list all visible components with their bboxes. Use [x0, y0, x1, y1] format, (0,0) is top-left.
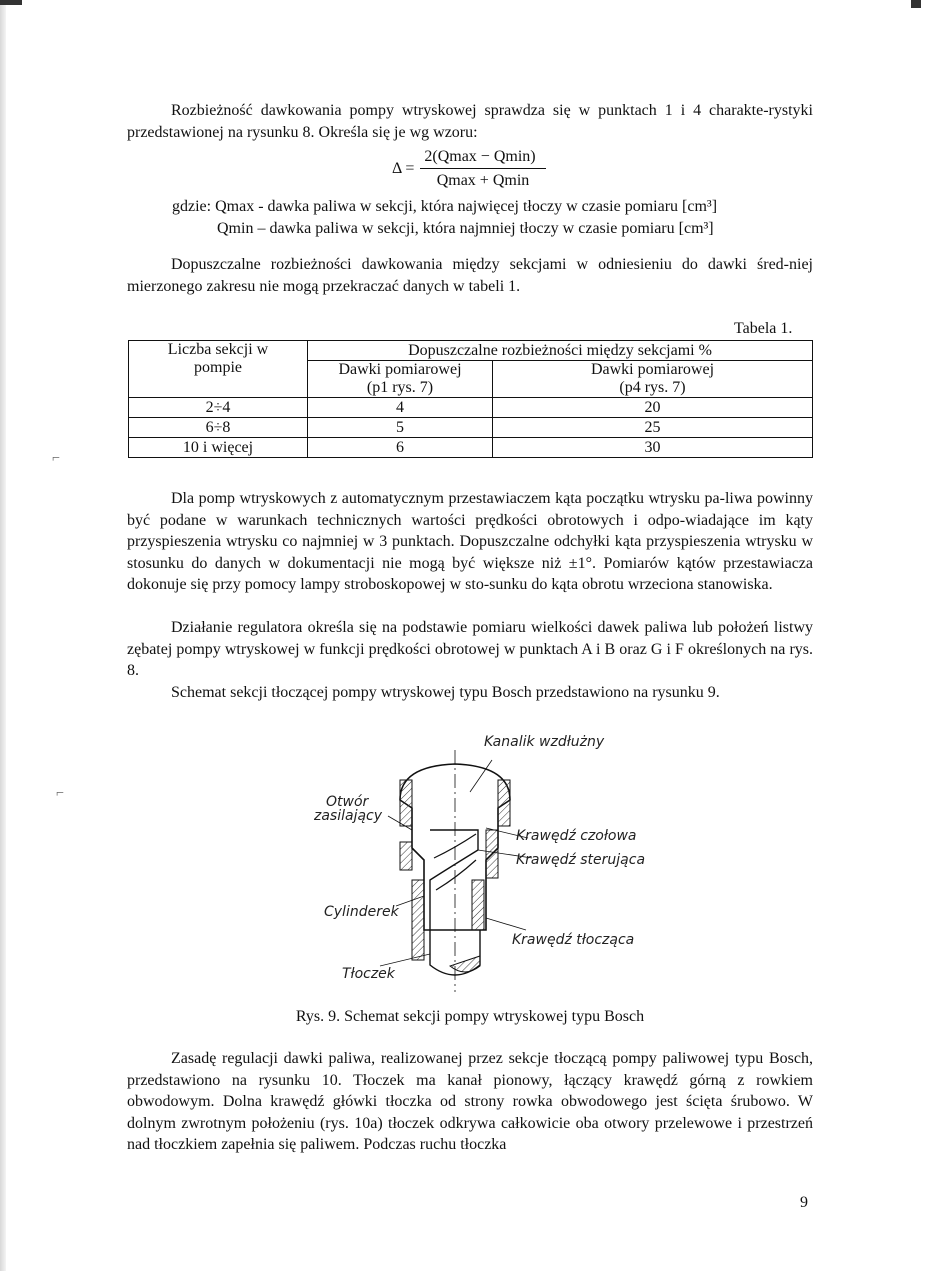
col-p1-header: Dawki pomiarowej (p1 rys. 7): [308, 361, 493, 398]
formula-denominator: Qmax + Qmin: [436, 172, 530, 189]
barrel-wall-left: [400, 780, 412, 826]
col-p4-header: Dawki pomiarowej (p4 rys. 7): [493, 361, 813, 398]
leader-tloczaca: [486, 918, 526, 930]
sleeve-left: [412, 880, 424, 960]
label-kanalik: Kanalik wzdłużny: [484, 734, 605, 750]
bosch-section-figure: [300, 730, 660, 1000]
barrel-wall-left-lower: [400, 842, 412, 870]
label-tloczek: Tłoczek: [342, 966, 395, 982]
definition-qmin: Qmin – dawka paliwa w sekcji, która najmniej tłoczy w czasie pomiaru [cm³]: [217, 219, 714, 237]
helix-edge-lower: [436, 860, 476, 890]
sleeve-right: [472, 880, 484, 930]
group-header: Dopuszczalne rozbieżności między sekcjami %: [308, 341, 813, 361]
formula-numerator: 2(Qmax − Qmin): [424, 148, 536, 165]
scan-corner-mark-right: [911, 0, 921, 8]
tolerance-table: [128, 340, 813, 458]
leader-kanalik: [470, 760, 492, 792]
barrel-wall-right-lower: [486, 830, 498, 878]
scan-edge: [0, 0, 6, 1271]
label-krawedz-tloczaca: Krawędź tłocząca: [512, 932, 635, 948]
plunger-foot: [450, 956, 480, 972]
table-row: 10 i więcej 6 30: [129, 438, 813, 458]
table-row: 6÷8 5 25: [129, 418, 813, 438]
regulation-paragraph: Zasadę regulacji dawki paliwa, realizowanej przez sekcje tłoczącą pompy paliwowej typu Bosch, przedstawiono na rysunku 10. Tłoczek ma kanał pionowy, łączący krawędź górną z rowkiem obwodowym. Dolna krawędź główki tłoczka od strony rowka obwodowego jest ścięta śrubowo. W dolnym zwrotnym położeniu (rys. 10a) tłoczek odkrywa całkowicie oba otwory przelewowe i przestrzeń nad tłoczkiem zapełnia się paliwem. Podczas ruchu tłoczka: [127, 1050, 813, 1153]
barrel-wall-right: [498, 780, 510, 826]
label-krawedz-czolowa: Krawędź czołowa: [516, 828, 637, 844]
figure-caption: Rys. 9. Schemat sekcji pompy wtryskowej typu Bosch: [295, 1008, 645, 1025]
label-zasilajacy: zasilający: [314, 808, 383, 824]
definition-qmax: gdzie: Qmax - dawka paliwa w sekcji, która najwięcej tłoczy w czasie pomiaru [cm³]: [172, 198, 718, 215]
injection-angle-paragraph: Dla pomp wtryskowych z automatycznym przestawiaczem kąta początku wtrysku pa-liwa powinny być podane w warunkach technicznych wartości prędkości obrotowych i odpo-wiadające im kąty przyspieszenia wtrysku co najmniej w 3 punktach. Dopuszczalne odchyłki kąta przyspieszenia wtrysku w stosunku do danych w dokumentacji nie mogą być większe niż ±1°. Pomiarów kątów przestawiacza dokonuje się przy pomocy lampy stroboskopowej w sto-sunku do kąta obrotu wrzeciona stanowiska.: [127, 490, 813, 593]
page-number: 9: [800, 1194, 808, 1211]
margin-mark: ⌐: [56, 786, 64, 801]
label-krawedz-sterujaca: Krawędź sterująca: [516, 852, 646, 868]
divergence-formula: [392, 146, 562, 192]
label-otwor: Otwór: [326, 794, 369, 810]
tolerance-paragraph: Dopuszczalne rozbieżności dawkowania między sekcjami w odniesieniu do dawki śred-niej mierzonego zakresu nie mogą przekraczać danych w tabeli 1.: [127, 256, 813, 295]
col-sections-header: Liczba sekcji w pompie: [129, 341, 308, 398]
fraction-line: [420, 168, 546, 169]
regulator-paragraph: Działanie regulatora określa się na podstawie pomiaru wielkości dawek paliwa lub położeń listwy zębatej pompy wtryskowej w funkcji prędkości obrotowej w punktach A i B oraz G i F określonych na rys. 8.: [127, 619, 813, 679]
table-caption: Tabela 1.: [734, 320, 793, 337]
formula-lhs: Δ =: [392, 160, 415, 177]
label-cylinderek: Cylinderek: [324, 904, 399, 920]
scan-corner-mark: [0, 0, 22, 5]
table-row: 2÷4 4 20: [129, 398, 813, 418]
margin-mark: ⌐: [52, 451, 60, 466]
schema-paragraph: Schemat sekcji tłoczącej pompy wtryskowej typu Bosch przedstawiono na rysunku 9.: [171, 684, 720, 701]
intro-paragraph: Rozbieżność dawkowania pompy wtryskowej sprawdza się w punktach 1 i 4 charakte-rystyki przedstawionej na rysunku 8. Określa się je wg wzoru:: [127, 102, 813, 141]
formula-definitions: [172, 196, 812, 239]
